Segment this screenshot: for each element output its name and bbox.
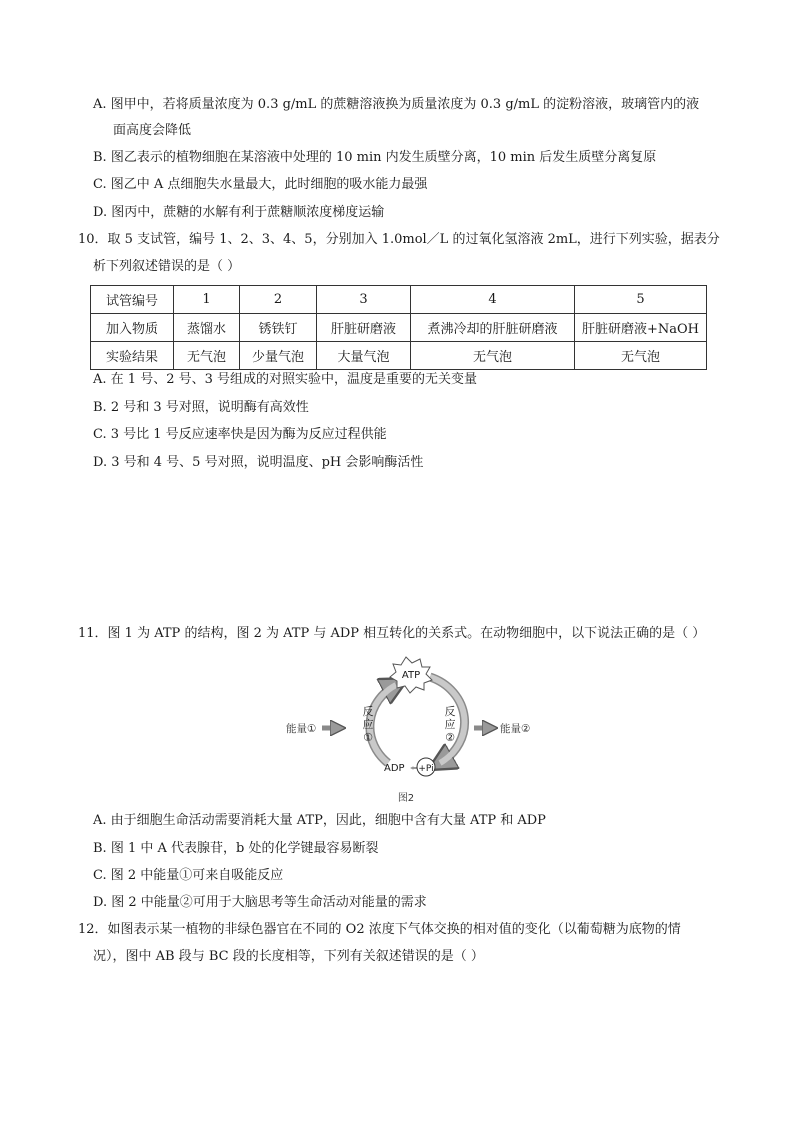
table-cell: 4 — [411, 286, 575, 314]
q11-stem: 11．图 1 为 ATP 的结构，图 2 为 ATP 与 ADP 相互转化的关系式。在动物细胞中，以下说法正确的是（ ） — [78, 626, 706, 641]
table-row — [91, 342, 707, 370]
table-cell: 试管编号 — [91, 286, 174, 314]
q9-option-a-cont: 面高度会降低 — [113, 123, 192, 138]
table-cell: 无气泡 — [411, 342, 575, 370]
table-cell: 无气泡 — [174, 342, 240, 370]
table-cell: 少量气泡 — [240, 342, 317, 370]
q10-option-c: C. 3 号比 1 号反应速率快是因为酶为反应过程供能 — [93, 427, 387, 442]
pi-label: +Pi — [418, 764, 434, 774]
q10-stem: 10．取 5 支试管，编号 1、2、3、4、5，分别加入 1.0mol／L 的过氧化氢溶液 2mL，进行下列实验，据表分 — [78, 232, 720, 247]
table-cell: 肝脏研磨液 — [317, 314, 411, 342]
q10-option-d: D. 3 号和 4 号、5 号对照，说明温度、pH 会影响酶活性 — [93, 455, 424, 470]
reaction-2-label: ② — [445, 731, 455, 744]
q10-stem-cont: 析下列叙述错误的是（ ） — [93, 259, 241, 274]
energy-1-label: 能量① — [286, 723, 317, 735]
table-cell: 锈铁钉 — [240, 314, 317, 342]
q9-option-b: B. 图乙表示的植物细胞在某溶液中处理的 10 min 内发生质壁分离，10 min 后发生质壁分离复原 — [93, 150, 657, 165]
q11-option-c: C. 图 2 中能量①可来自吸能反应 — [93, 868, 284, 883]
q12-stem: 12．如图表示某一植物的非绿色器官在不同的 O2 浓度下气体交换的相对值的变化（以葡萄糖为底物的情 — [78, 922, 681, 937]
reaction-1-label: 反 — [362, 705, 374, 718]
q10-option-a: A. 在 1 号、2 号、3 号组成的对照实验中，温度是重要的无关变量 — [93, 372, 477, 387]
adp-label: ADP — [384, 763, 405, 774]
q11-option-b: B. 图 1 中 A 代表腺苷，b 处的化学键最容易断裂 — [93, 841, 379, 856]
table-cell: 无气泡 — [575, 342, 707, 370]
atp-label: ATP — [401, 670, 421, 681]
q11-option-a: A. 由于细胞生命活动需要消耗大量 ATP，因此，细胞中含有大量 ATP 和 ADP — [93, 813, 546, 828]
reaction-1-label: ① — [363, 731, 373, 744]
table-cell: 煮沸冷却的肝脏研磨液 — [411, 314, 575, 342]
q9-option-c: C. 图乙中 A 点细胞失水量最大，此时细胞的吸水能力最强 — [93, 177, 428, 192]
table-cell: 3 — [317, 286, 411, 314]
energy-2-label: 能量② — [500, 723, 531, 735]
figure-caption: 图2 — [397, 793, 415, 804]
table-cell: 1 — [174, 286, 240, 314]
q11-option-d: D. 图 2 中能量②可用于大脑思考等生命活动对能量的需求 — [93, 895, 427, 910]
table-row — [91, 286, 707, 314]
reaction-2-label: 反 — [444, 705, 456, 718]
reaction-1-label: 应 — [362, 718, 374, 731]
q9-option-a: A. 图甲中，若将质量浓度为 0.3 g/mL 的蔗糖溶液换为质量浓度为 0.3 g/mL 的淀粉溶液，玻璃管内的液 — [93, 97, 700, 112]
table-row — [91, 314, 707, 342]
table-cell: 实验结果 — [91, 342, 174, 370]
table-cell: 肝脏研磨液+NaOH — [575, 314, 707, 342]
table-cell: 加入物质 — [91, 314, 174, 342]
experiment-table — [90, 285, 707, 370]
atp-adp-cycle-diagram — [278, 655, 548, 805]
q10-option-b: B. 2 号和 3 号对照，说明酶有高效性 — [93, 400, 309, 415]
q9-option-d: D. 图丙中，蔗糖的水解有利于蔗糖顺浓度梯度运输 — [93, 205, 385, 220]
table-cell: 2 — [240, 286, 317, 314]
q12-stem-cont: 况），图中 AB 段与 BC 段的长度相等，下列有关叙述错误的是（ ） — [93, 949, 484, 964]
reaction-2-label: 应 — [444, 718, 456, 731]
table-cell: 大量气泡 — [317, 342, 411, 370]
table-cell: 5 — [575, 286, 707, 314]
table-cell: 蒸馏水 — [174, 314, 240, 342]
